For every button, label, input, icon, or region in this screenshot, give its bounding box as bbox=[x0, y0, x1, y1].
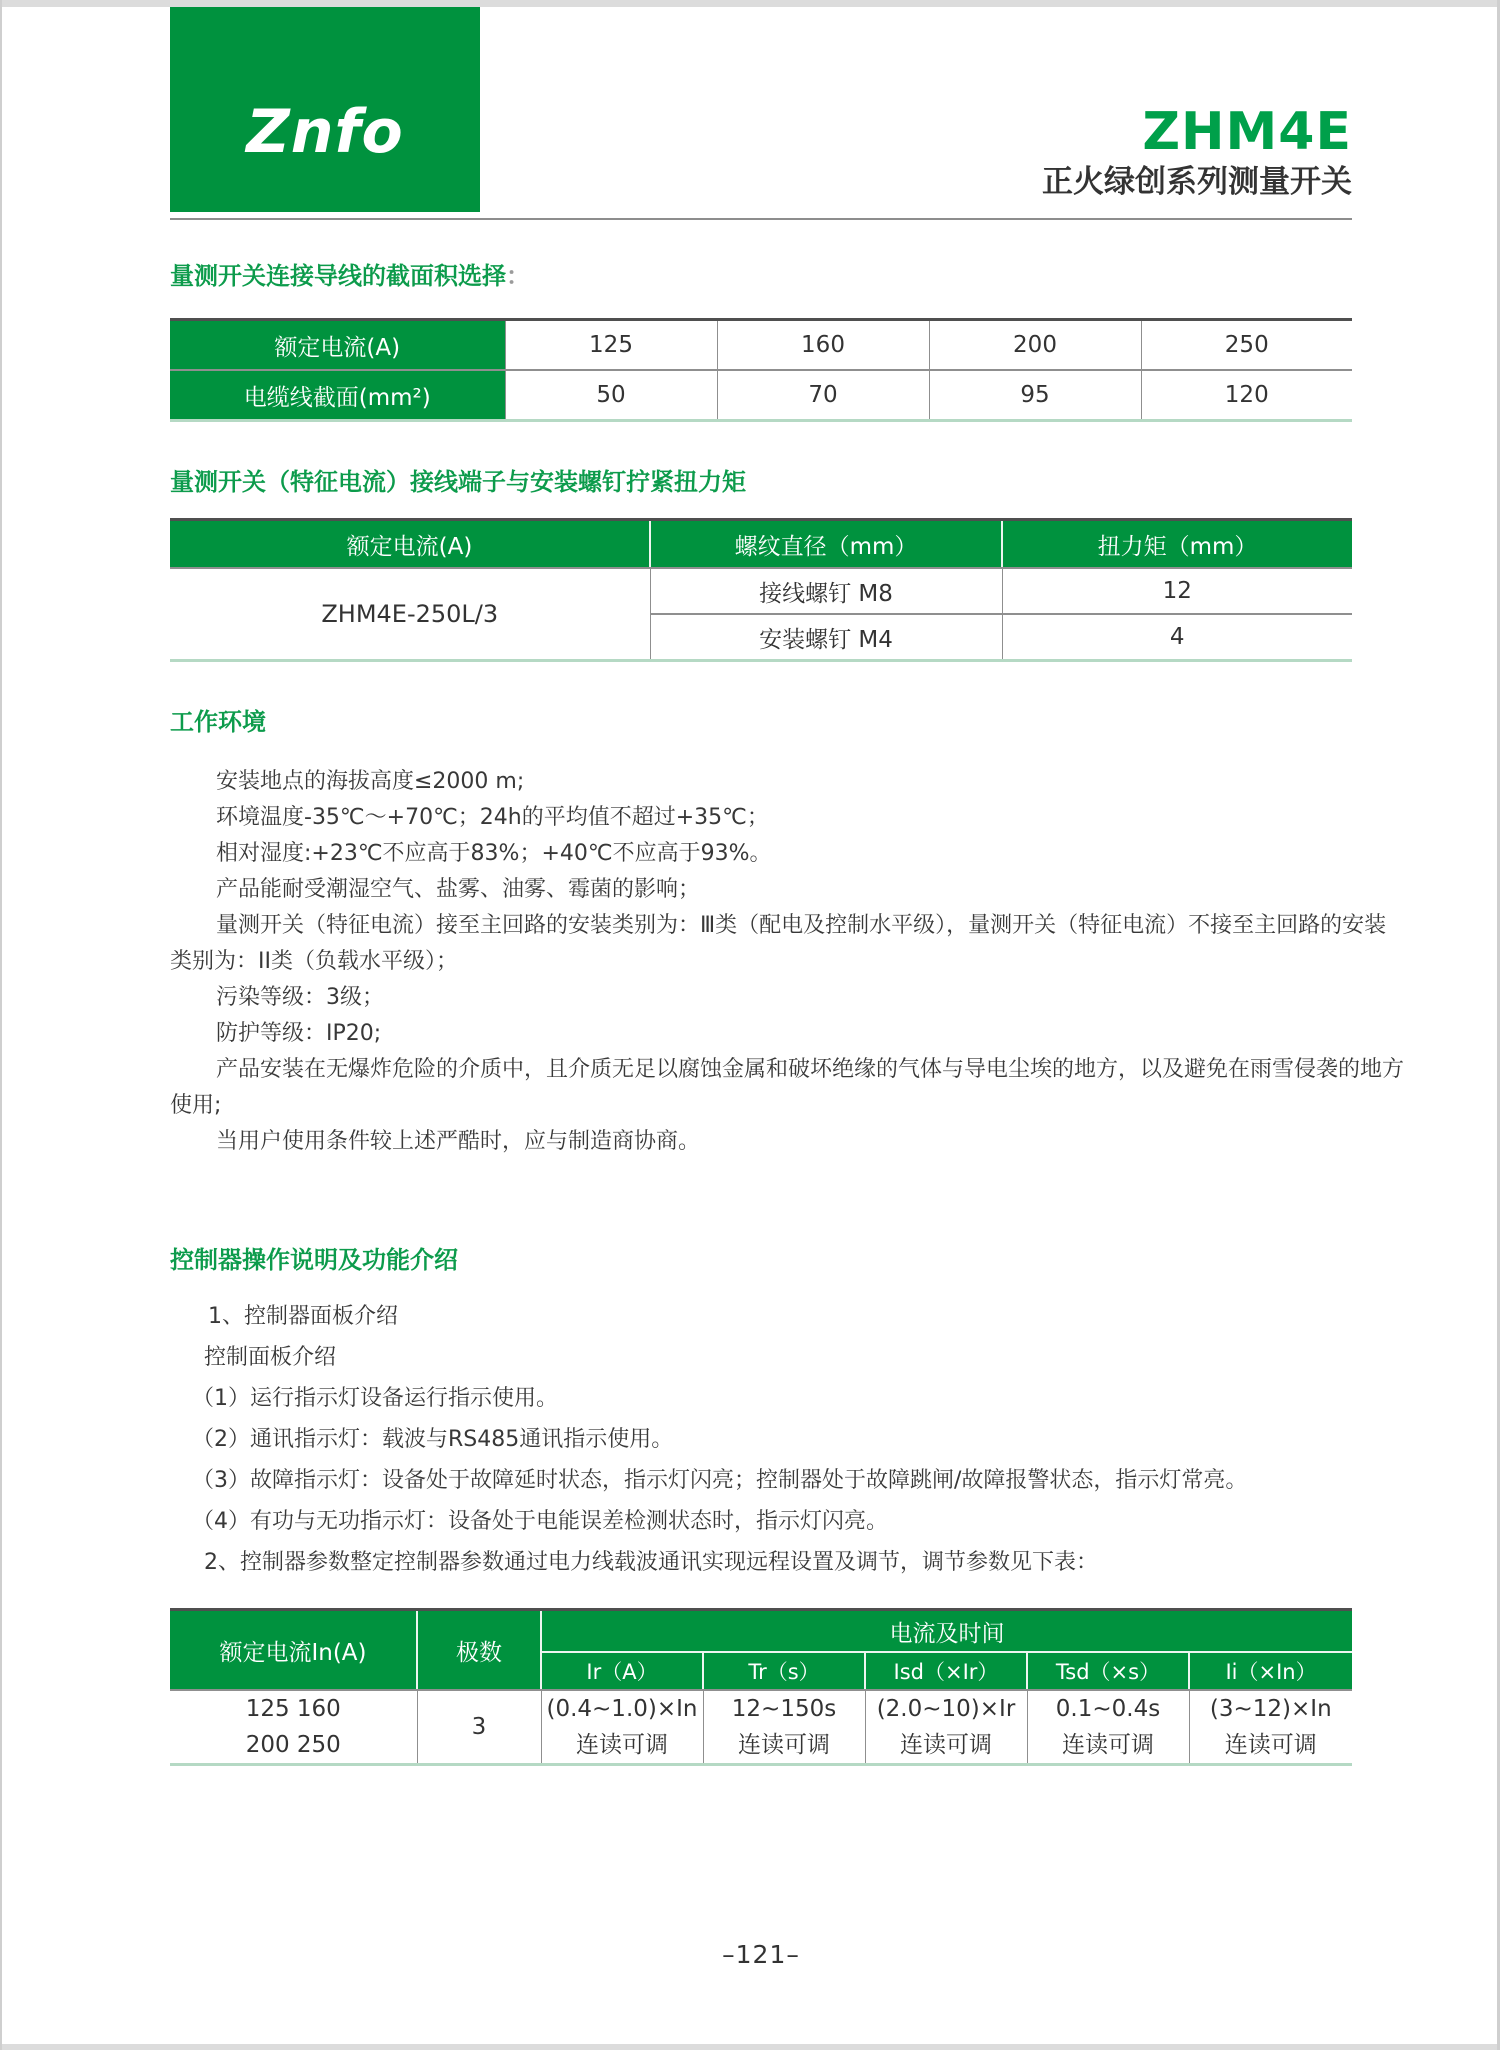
controller-item: （4）有功与无功指示灯：设备处于电能误差检测状态时，指示灯闪亮。 bbox=[192, 1509, 888, 1534]
rated-current-line2: 200 250 bbox=[245, 1732, 341, 1758]
environment-line: 产品能耐受潮湿空气、盐雾、油雾、霉菌的影响； bbox=[216, 877, 701, 902]
model-cell: ZHM4E-250L/3 bbox=[321, 600, 499, 628]
environment-line: 类别为：II类（负载水平级）； bbox=[170, 949, 458, 974]
table-row bbox=[170, 370, 1352, 421]
table-cell: 70 bbox=[717, 370, 929, 421]
table-cell: 125 bbox=[505, 320, 717, 371]
table-subheader-cell: Ir（A） bbox=[541, 1652, 703, 1690]
page-top-edge bbox=[0, 0, 1500, 7]
table-row bbox=[170, 568, 1352, 614]
table-header-cell: 螺纹直径（mm） bbox=[650, 520, 1002, 569]
table-cell: 接线螺钉 M8 bbox=[650, 568, 1002, 614]
param-range: 12~150s bbox=[731, 1696, 837, 1722]
header-right bbox=[1042, 104, 1352, 200]
table-cell: 50 bbox=[505, 370, 717, 421]
environment-line: 量测开关（特征电流）接至主回路的安装类别为：Ⅲ类（配电及控制水平级），量测开关（特征电流）不接至主回路的安装 bbox=[216, 913, 1387, 938]
table-subheader-cell: Ii（×In） bbox=[1189, 1652, 1352, 1690]
param-note: 连读可调 bbox=[738, 1732, 830, 1758]
table-cell: 160 bbox=[717, 320, 929, 371]
controller-item: 1、控制器面板介绍 bbox=[208, 1304, 398, 1329]
param-note: 连读可调 bbox=[576, 1732, 668, 1758]
section-title-torque: 量测开关（特征电流）接线端子与安装螺钉拧紧扭力矩 bbox=[170, 468, 746, 496]
section-title-controller: 控制器操作说明及功能介绍 bbox=[170, 1246, 458, 1274]
environment-line: 当用户使用条件较上述严酷时，应与制造商协商。 bbox=[216, 1129, 701, 1154]
environment-line: 防护等级：IP20; bbox=[216, 1021, 382, 1046]
table-cell: 120 bbox=[1141, 370, 1352, 421]
table-cell bbox=[865, 1690, 1027, 1765]
table-cell: 安装螺钉 M4 bbox=[650, 614, 1002, 661]
page-number: –121– bbox=[722, 1940, 800, 1969]
torque-section-table bbox=[170, 518, 1352, 662]
param-range: 0.1~0.4s bbox=[1055, 1696, 1161, 1722]
controller-item: 控制面板介绍 bbox=[204, 1345, 337, 1370]
table-cell: 12 bbox=[1002, 568, 1352, 614]
table-header-cell: 额定电流In(A) bbox=[170, 1610, 417, 1691]
table-subheader-cell: Isd（×Ir） bbox=[865, 1652, 1027, 1690]
table-header-cell: 极数 bbox=[417, 1610, 541, 1691]
param-range: (0.4~1.0)×In bbox=[546, 1696, 698, 1722]
section-title-wire-selection bbox=[170, 262, 530, 290]
table-cell: 200 bbox=[929, 320, 1141, 371]
table-cell: 4 bbox=[1002, 614, 1352, 661]
section-title-wire-text: 量测开关连接导线的截面积选择 bbox=[170, 262, 506, 290]
brand-logo-block bbox=[170, 7, 480, 212]
environment-line: 使用; bbox=[170, 1093, 222, 1118]
environment-line: 安装地点的海拔高度≤2000 m; bbox=[216, 769, 525, 794]
table-subheader-cell: Tsd（×s） bbox=[1027, 1652, 1189, 1690]
controller-text-block bbox=[170, 1296, 1352, 1583]
product-model-title: ZHM4E bbox=[1142, 102, 1352, 162]
controller-item: （2）通讯指示灯：载波与RS485通讯指示使用。 bbox=[192, 1427, 674, 1452]
controller-item: 2、控制器参数整定控制器参数通过电力线载波通讯实现远程设置及调节，调节参数见下表： bbox=[204, 1550, 1099, 1575]
environment-line: 产品安装在无爆炸危险的介质中，且介质无足以腐蚀金属和破坏绝缘的气体与导电尘埃的地方，以及避免在雨雪侵袭的地方 bbox=[216, 1057, 1405, 1082]
section-title-environment: 工作环境 bbox=[170, 708, 266, 736]
table-cell bbox=[703, 1690, 865, 1765]
row-label-cell: 额定电流(A) bbox=[170, 320, 505, 371]
environment-text-block bbox=[170, 764, 1405, 1160]
table-group-header-cell: 电流及时间 bbox=[541, 1610, 1352, 1653]
param-range: (3~12)×In bbox=[1209, 1696, 1332, 1722]
param-note: 连读可调 bbox=[900, 1732, 992, 1758]
table-cell: 95 bbox=[929, 370, 1141, 421]
series-subtitle: 正火绿创系列测量开关 bbox=[1042, 164, 1352, 200]
controller-parameters-table bbox=[170, 1608, 1352, 1766]
controller-item: （1）运行指示灯设备运行指示使用。 bbox=[192, 1386, 558, 1411]
row-label-cell: 电缆线截面(mm²) bbox=[170, 370, 505, 421]
param-range: (2.0~10)×Ir bbox=[876, 1696, 1016, 1722]
header-divider-rule bbox=[170, 218, 1352, 220]
wire-section-table bbox=[170, 318, 1352, 422]
poles-cell: 3 bbox=[417, 1690, 541, 1765]
environment-line: 相对湿度:+23℃不应高于83%；+40℃不应高于93%。 bbox=[216, 841, 772, 866]
table-header-row bbox=[170, 520, 1352, 569]
table-row bbox=[170, 1690, 1352, 1765]
page-left-edge bbox=[0, 0, 2, 2050]
table-header-cell: 扭力矩（mm） bbox=[1002, 520, 1352, 569]
rated-current-cell bbox=[170, 1690, 417, 1765]
page-bottom-edge bbox=[0, 2044, 1500, 2050]
table-subheader-cell: Tr（s） bbox=[703, 1652, 865, 1690]
table-header-row bbox=[170, 1610, 1352, 1653]
param-note: 连读可调 bbox=[1062, 1732, 1154, 1758]
table-header-cell: 额定电流(A) bbox=[170, 520, 650, 569]
table-row bbox=[170, 320, 1352, 371]
environment-line: 污染等级：3级； bbox=[216, 985, 384, 1010]
environment-line: 环境温度-35℃～+70℃；24h的平均值不超过+35℃； bbox=[216, 805, 769, 830]
table-cell bbox=[1027, 1690, 1189, 1765]
brand-logo-text: Znfo bbox=[246, 97, 404, 167]
rated-current-line1: 125 160 bbox=[245, 1696, 341, 1722]
controller-item: （3）故障指示灯：设备处于故障延时状态，指示灯闪亮；控制器处于故障跳闸/故障报警状态，指示灯常亮。 bbox=[192, 1468, 1248, 1493]
section-title-wire-colon: ： bbox=[506, 262, 530, 290]
table-cell bbox=[1189, 1690, 1352, 1765]
param-note: 连读可调 bbox=[1224, 1732, 1317, 1758]
table-cell bbox=[541, 1690, 703, 1765]
table-cell: 250 bbox=[1141, 320, 1352, 371]
